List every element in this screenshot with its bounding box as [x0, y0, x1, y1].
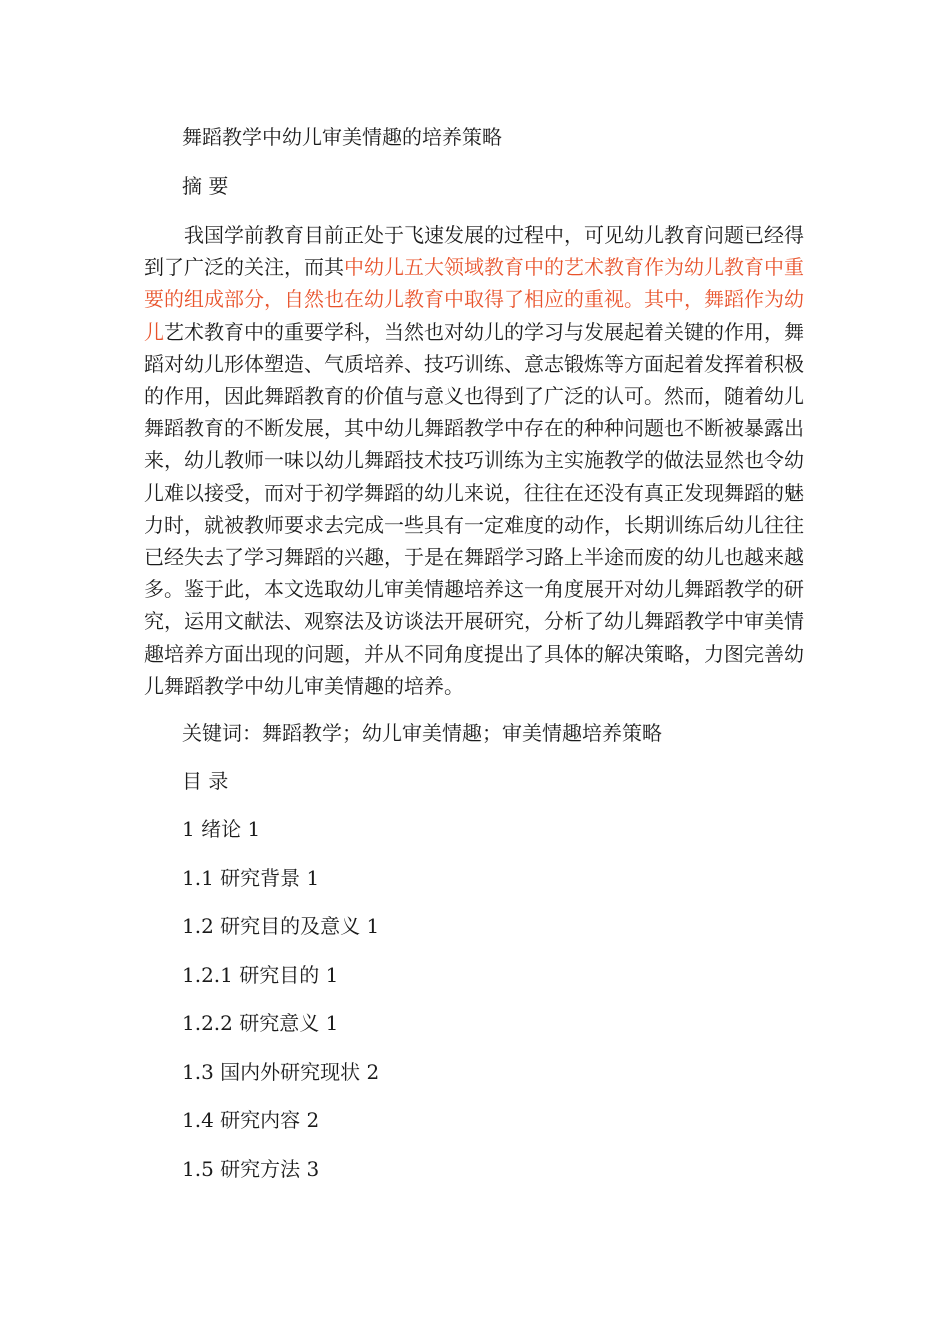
abstract-text-part2: 艺术教育中的重要学科，当然也对幼儿的学习与发展起着关键的作用，舞蹈对幼儿形体塑造、气质培养、技巧训练、意志锻炼等方面起着发挥着积极的作用，因此舞蹈教育的价值与意义也得到了广泛的认可。然而，随着幼儿舞蹈教育的不断发展，其中幼儿舞蹈教学中存在的种种问题也不断被暴露出来，幼儿教师一味以幼儿舞蹈技术技巧训练为主实施教学的做法显然也令幼儿难以接受，而对于初学舞蹈的幼儿来说，往往在还没有真正发现舞蹈的魅力时，就被教师要求去完成一些具有一定难度的动作，长期训练后幼儿往往已经失去了学习舞蹈的兴趣，于是在舞蹈学习路上半途而废的幼儿也越来越多。鉴于此，本文选取幼儿审美情趣培养这一角度展开对幼儿舞蹈教学的研究，运用文献法、观察法及访谈法开展研究，分析了幼儿舞蹈教学中审美情趣培养方面出现的问题，并从不同角度提出了具体的解决策略，力图完善幼儿舞蹈教学中幼儿审美情趣的培养。	[144, 319, 804, 698]
toc-item[interactable]: 1.4 研究内容 2	[182, 1108, 320, 1133]
abstract-highlighted-text: 中幼儿五大领域教育中的艺术教育作为幼儿教育中重要的组成部分，自然也在幼儿教育中取得了相应的重视。其中，舞蹈作为幼儿	[144, 255, 804, 344]
toc-item[interactable]: 1.2.2 研究意义 1	[182, 1011, 339, 1036]
toc-item[interactable]: 1.3 国内外研究现状 2	[182, 1059, 380, 1084]
toc-item[interactable]: 1.2 研究目的及意义 1	[182, 914, 380, 939]
abstract-heading: 摘 要	[182, 174, 229, 198]
keywords-line: 关键词：舞蹈教学；幼儿审美情趣；审美情趣培养策略	[182, 721, 662, 746]
toc-heading: 目 录	[182, 769, 229, 794]
document-page	[144, 122, 804, 1202]
document-title: 舞蹈教学中幼儿审美情趣的培养策略	[182, 125, 502, 149]
abstract-body	[144, 219, 804, 702]
table-of-contents	[144, 814, 804, 1184]
abstract-text-part1: 我国学前教育目前正处于飞速发展的过程中，可见幼儿教育问题已经得到了广泛的关注，而其	[144, 223, 804, 280]
toc-item[interactable]: 1 绪论 1	[182, 817, 261, 842]
toc-item[interactable]: 1.5 研究方法 3	[182, 1156, 320, 1181]
toc-item[interactable]: 1.2.1 研究目的 1	[182, 962, 339, 987]
toc-item[interactable]: 1.1 研究背景 1	[182, 865, 320, 890]
